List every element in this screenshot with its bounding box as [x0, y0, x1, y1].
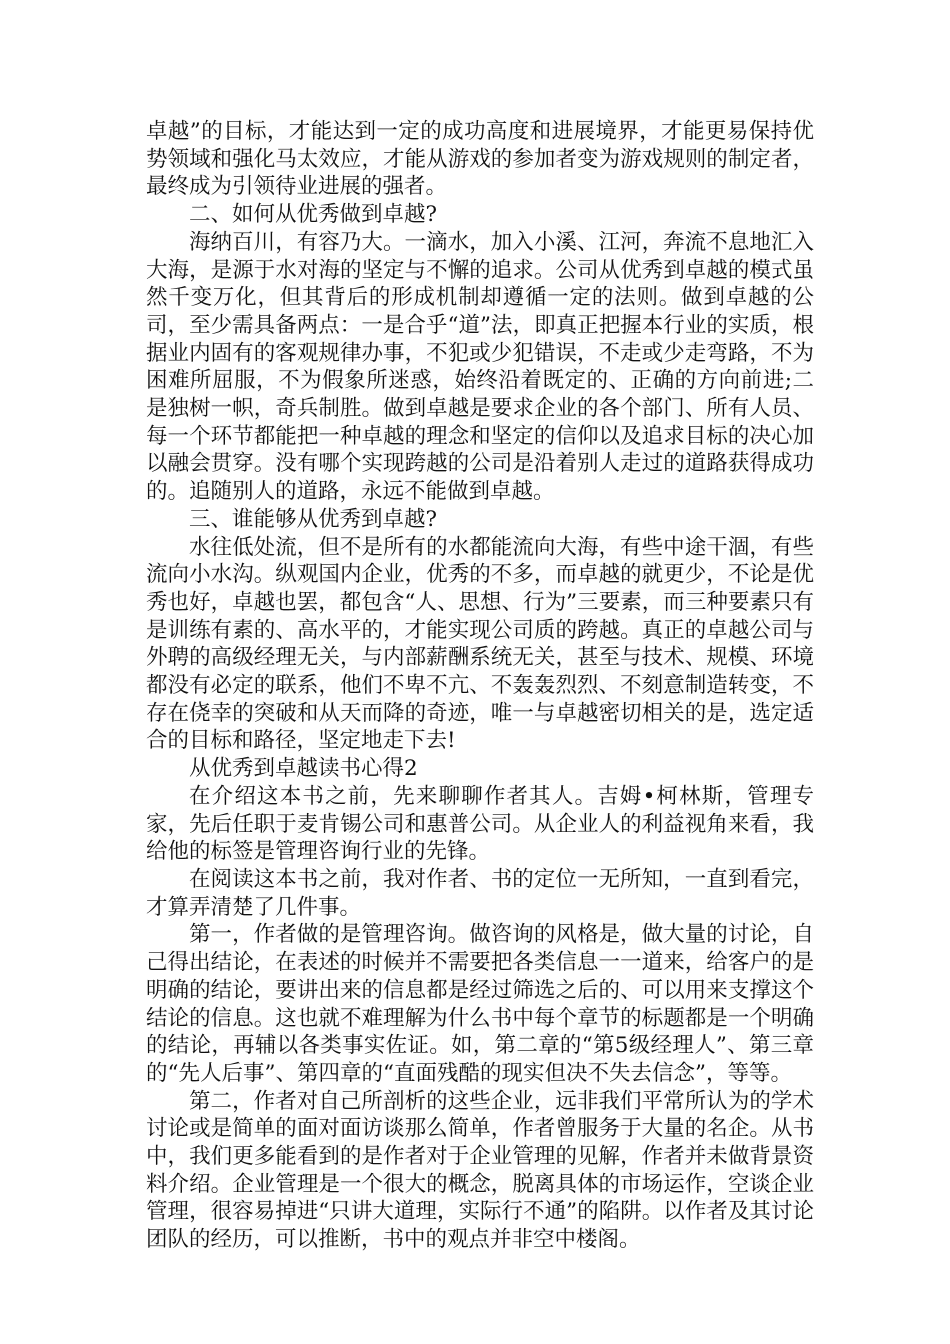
paragraph-section-3: 水往低处流，但不是所有的水都能流向大海，有些中途干涸，有些流向小水沟。纵观国内企业，优秀的不多，而卓越的就更少，不论是优秀也好，卓越也罢，都包含“人、思想、行为”三要素，而三种要素只有是训练有素的、高水平的，才能实现公司质的跨越。真正的卓越公司与外聘的高级经理无关，与内部薪酬系统无关，甚至与技术、规模、环境都没有必定的联系，他们不卑不亢、不轰轰烈烈、不刻意制造转变，不存在侥幸的突破和从天而降的奇迹，唯一与卓越密切相关的是，选定适合的目标和路径，坚定地走下去!: [146, 534, 814, 754]
paragraph-point-two: 第二，作者对自己所剖析的这些企业，远非我们平常所认为的学术讨论或是简单的面对面访谈那么简单，作者曾服务于大量的名企。从书中，我们更多能看到的是作者对于企业管理的见解，作者并未做背景资料介绍。企业管理是一个很大的概念，脱离具体的市场运作，空谈企业管理，很容易掉进“只讲大道理，实际行不通”的陷阱。以作者及其讨论团队的经历，可以推断，书中的观点并非空中楼阁。: [146, 1088, 814, 1253]
paragraph-author-intro: 在介绍这本书之前，先来聊聊作者其人。吉姆•柯林斯，管理专家，先后任职于麦肯锡公司和惠普公司。从企业人的利益视角来看，我给他的标签是管理咨询行业的先锋。: [146, 783, 814, 865]
document-body: [146, 118, 814, 1254]
section-heading-2: 二、如何从优秀做到卓越?: [189, 202, 438, 228]
paragraph-continuation: 卓越”的目标，才能达到一定的成功高度和进展境界，才能更易保持优势领域和强化马太效应，才能从游戏的参加者变为游戏规则的制定者，最终成为引领待业进展的强者。: [146, 119, 814, 200]
section-heading-3: 三、谁能够从优秀到卓越?: [189, 506, 438, 532]
article-title: 从优秀到卓越读书心得2: [189, 756, 418, 782]
paragraph-point-one: 第一，作者做的是管理咨询。做咨询的风格是，做大量的讨论，自己得出结论，在表述的时候并不需要把各类信息一一道来，给客户的是明确的结论，要讲出来的信息都是经过筛选之后的、可以用来支撑这个结论的信息。这也就不难理解为什么书中每个章节的标题都是一个明确的结论，再辅以各类事实佐证。如，第二章的“第5级经理人”、第三章的“先人后事”、第四章的“直面残酷的现实但决不失去信念”，等等。: [146, 922, 814, 1086]
paragraph-section-2: 海纳百川，有容乃大。一滴水，加入小溪、江河，奔流不息地汇入大海，是源于水对海的坚定与不懈的追求。公司从优秀到卓越的模式虽然千变万化，但其背后的形成机制却遵循一定的法则。做到卓越的公司，至少需具备两点：一是合乎“道”法，即真正把握本行业的实质，根据业内固有的客观规律办事，不犯或少犯错误，不走或少走弯路，不为困难所屈服，不为假象所迷惑，始终沿着既定的、正确的方向前进;二是独树一帜，奇兵制胜。做到卓越是要求企业的各个部门、所有人员、每一个环节都能把一种卓越的理念和坚定的信仰以及追求目标的决心加以融会贯穿。没有哪个实现跨越的公司是沿着别人走过的道路获得成功的。追随别人的道路，永远不能做到卓越。: [146, 229, 814, 505]
paragraph-reading-note: 在阅读这本书之前，我对作者、书的定位一无所知，一直到看完，才算弄清楚了几件事。: [146, 866, 814, 920]
